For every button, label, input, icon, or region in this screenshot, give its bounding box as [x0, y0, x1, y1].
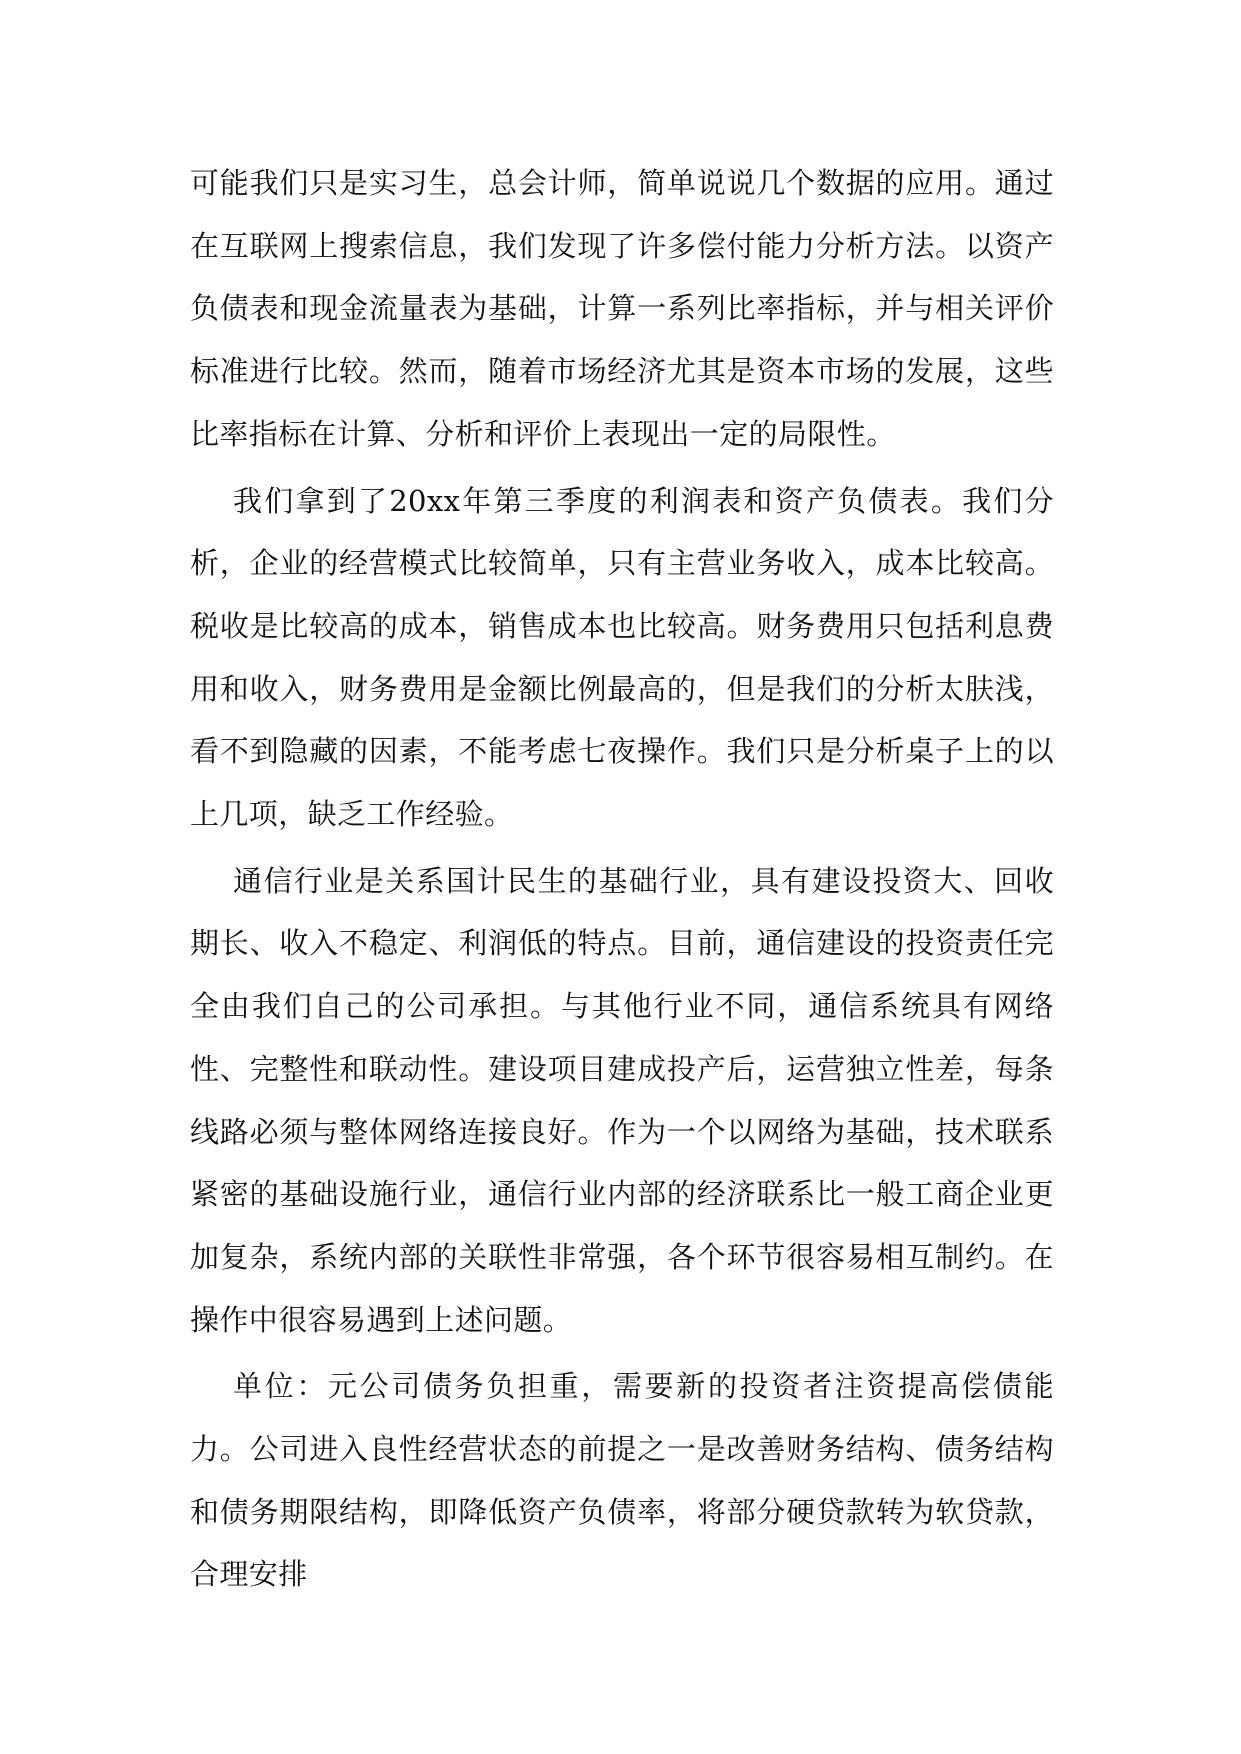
- paragraph-4: 单位：元公司债务负担重，需要新的投资者注资提高偿债能力。公司进入良性经营状态的前提之一是改善财务结构、债务结构和债务期限结构，即降低资产负债率，将部分硬贷款转为软贷款，合理安排: [190, 1369, 1054, 1592]
- document-body: [190, 152, 1054, 1610]
- paragraph-3: 通信行业是关系国计民生的基础行业，具有建设投资大、回收期长、收入不稳定、利润低的特点。目前，通信建设的投资责任完全由我们自己的公司承担。与其他行业不同，通信系统具有网络性、完整性和联动性。建设项目建成投产后，运营独立性差，每条线路必须与整体网络连接良好。作为一个以网络为基础，技术联系紧密的基础设施行业，通信行业内部的经济联系比一般工商企业更加复杂，系统内部的关联性非常强，各个环节很容易相互制约。在操作中很容易遇到上述问题。: [190, 863, 1054, 1337]
- paragraph-2: 我们拿到了20xx年第三季度的利润表和资产负债表。我们分析，企业的经营模式比较简单，只有主营业务收入，成本比较高。税收是比较高的成本，销售成本也比较高。财务费用只包括利息费用和收入，财务费用是金额比例最高的，但是我们的分析太肤浅，看不到隐藏的因素，不能考虑七夜操作。我们只是分析桌子上的以上几项，缺乏工作经验。: [190, 483, 1054, 832]
- paragraph-1: 可能我们只是实习生，总会计师，简单说说几个数据的应用。通过在互联网上搜索信息，我们发现了许多偿付能力分析方法。以资产负债表和现金流量表为基础，计算一系列比率指标，并与相关评价标准进行比较。然而，随着市场经济尤其是资本市场的发展，这些比率指标在计算、分析和评价上表现出一定的局限性。: [190, 166, 1054, 451]
